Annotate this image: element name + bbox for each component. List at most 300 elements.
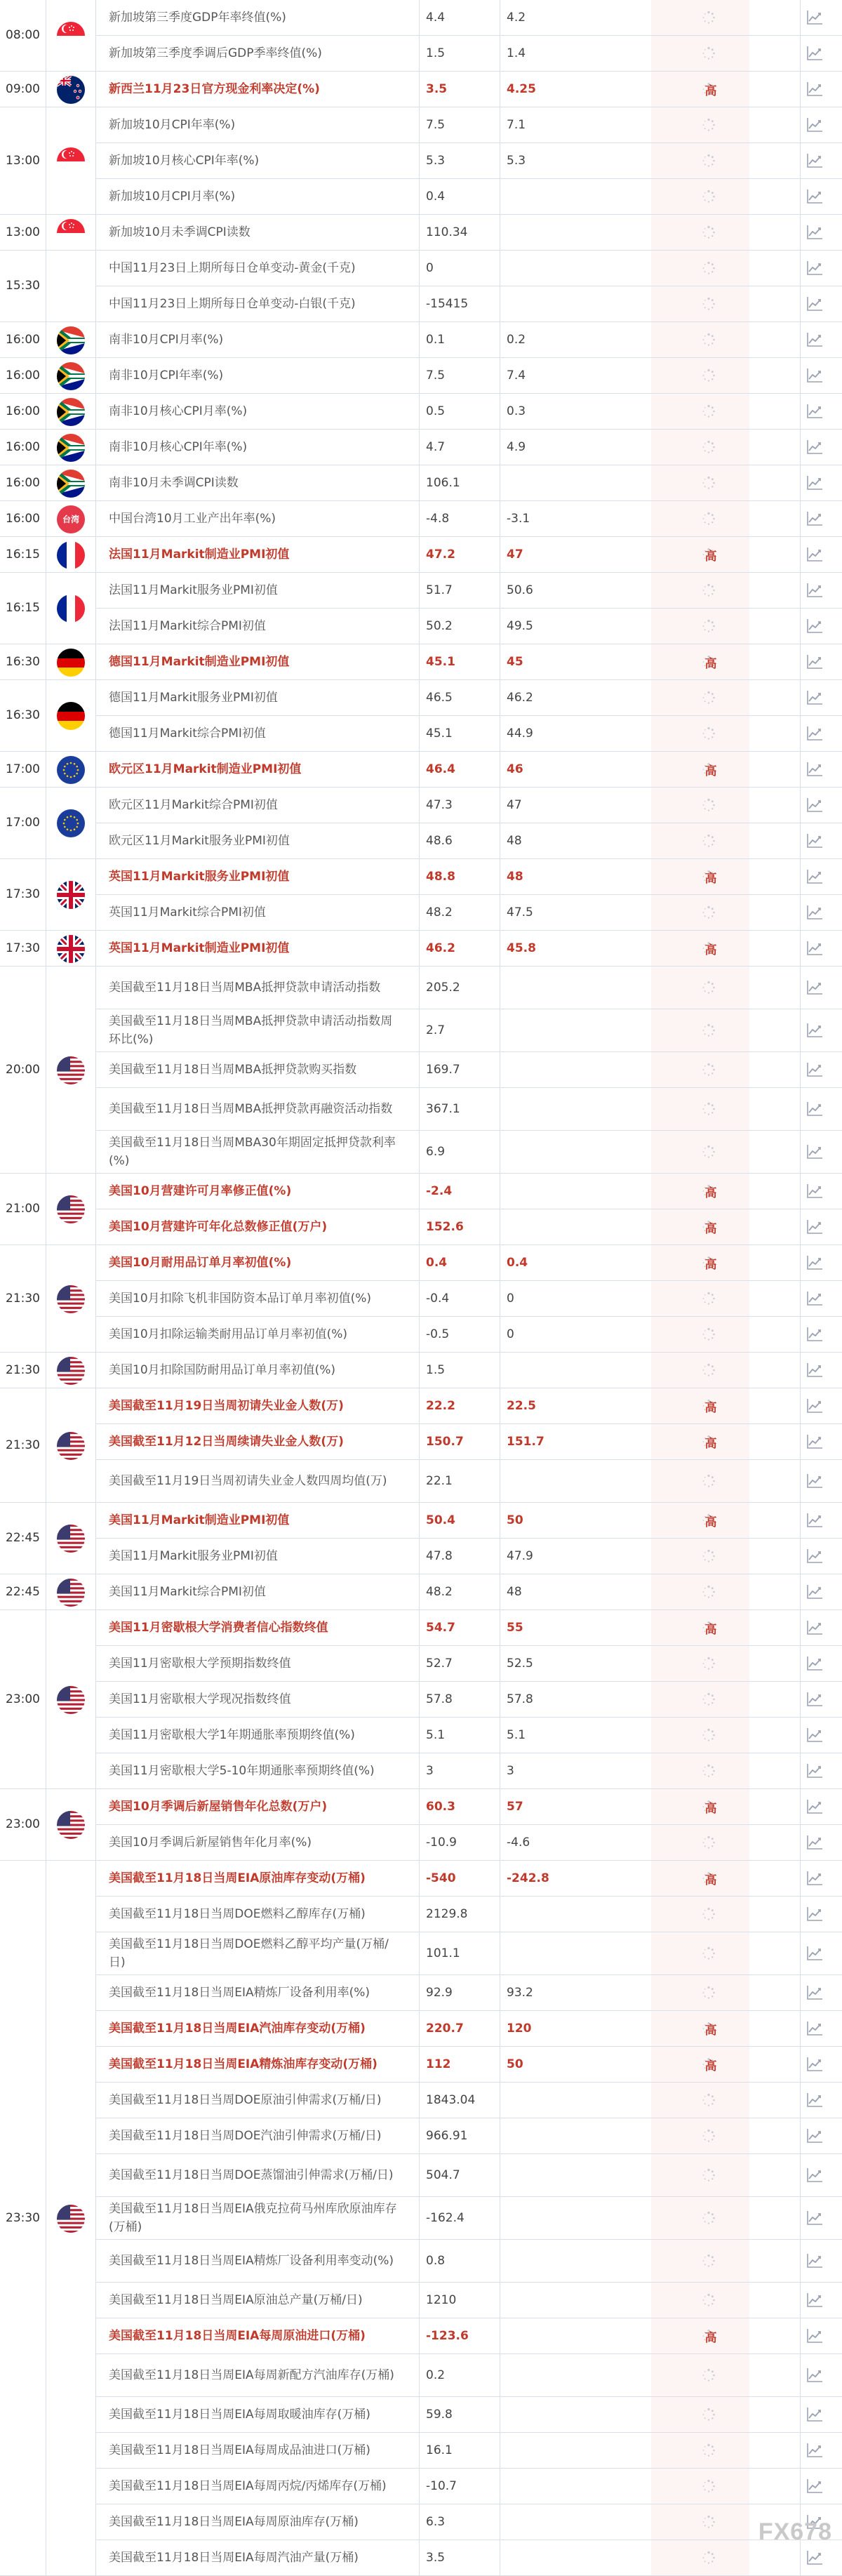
previous-value: 220.7 [426,2021,464,2036]
importance-level [658,322,763,357]
importance-level [658,2504,763,2540]
importance-level [658,1353,763,1388]
column-divider [800,609,801,644]
event-row [96,430,842,465]
indicator-name: 美国截至11月19日当周初请失业金人数(万) [109,1399,344,1413]
column-divider [800,179,801,215]
chart-icon[interactable] [806,762,823,777]
column-divider [419,537,420,573]
event-row [96,1209,842,1245]
chart-icon[interactable] [806,1144,823,1160]
previous-value: -123.6 [426,2329,469,2343]
country-flag-icon [57,1432,85,1460]
chart-icon[interactable] [806,833,823,849]
forecast-value: 22.5 [507,1399,536,1413]
chart-icon[interactable] [806,1656,823,1671]
importance-level [658,501,763,536]
chart-icon[interactable] [806,1727,823,1743]
event-time: 22:45 [6,1584,40,1599]
chart-icon[interactable] [806,1327,823,1342]
chart-icon[interactable] [806,1799,823,1814]
importance-level [658,1897,763,1932]
chart-icon[interactable] [806,1906,823,1922]
chart-icon[interactable] [806,654,823,670]
column-divider [800,107,801,143]
indicator-name: 新加坡10月CPI年率(%) [109,118,236,132]
event-time: 13:00 [6,225,40,239]
importance-level [658,1646,763,1681]
chart-icon[interactable] [806,1620,823,1635]
importance-level [658,1460,763,1502]
importance-level [658,1932,763,1974]
chart-icon[interactable] [806,511,823,526]
column-divider [419,2047,420,2083]
previous-value: 57.8 [426,1692,453,1706]
chart-icon[interactable] [806,2167,823,2183]
chart-icon[interactable] [806,1548,823,1564]
column-divider [800,823,801,859]
column-divider [419,644,420,680]
event-row [96,609,842,644]
importance-level: 高 [704,2023,717,2038]
importance-level [658,1317,763,1352]
fx678-watermark: FX678 [758,2518,832,2545]
importance-level [658,2354,763,2396]
chart-icon[interactable] [806,905,823,920]
event-time: 23:00 [6,1817,40,1831]
chart-icon[interactable] [806,2443,823,2458]
forecast-value: 50 [507,1513,523,1527]
country-flag-icon [57,595,85,623]
column-divider [419,2318,420,2354]
chart-icon[interactable] [806,1692,823,1707]
column-divider [800,644,801,680]
importance-level: 高 [704,943,717,957]
indicator-name: 南非10月核心CPI月率(%) [109,404,248,418]
previous-value: 45.1 [426,726,453,741]
column-divider [419,752,420,788]
event-row [96,1317,842,1353]
country-flag-icon [57,76,85,104]
column-divider [800,251,801,286]
previous-value: 5.1 [426,1728,446,1742]
country-flag-icon [57,756,85,784]
previous-value: 4.4 [426,11,446,25]
column-divider [800,895,801,931]
forecast-value: 5.3 [507,154,526,168]
importance-level [658,1052,763,1087]
previous-value: 54.7 [426,1621,455,1635]
event-row [96,1460,842,1503]
chart-icon[interactable] [806,2253,823,2269]
chart-icon[interactable] [806,1062,823,1077]
previous-value: -10.9 [426,1835,457,1850]
column-divider [419,1245,420,1281]
chart-icon[interactable] [806,2092,823,2108]
chart-icon[interactable] [806,1362,823,1378]
event-row [96,143,842,179]
chart-icon[interactable] [806,153,823,168]
chart-icon[interactable] [806,2550,823,2565]
forecast-value: 46 [507,762,523,776]
chart-icon[interactable] [806,10,823,25]
country-flag-icon [57,1579,85,1607]
chart-icon[interactable] [806,1584,823,1600]
chart-icon[interactable] [806,81,823,97]
previous-value: 60.3 [426,1800,455,1814]
column-divider [800,1610,801,1646]
column-divider [419,1460,420,1503]
chart-icon[interactable] [806,1946,823,1961]
chart-icon[interactable] [806,439,823,455]
chart-icon[interactable] [806,1871,823,1886]
event-time: 16:00 [6,475,40,490]
previous-value: 966.91 [426,2129,468,2143]
country-flag-icon [57,398,85,426]
previous-value: 4.7 [426,440,446,454]
column-divider [419,0,420,36]
event-time: 16:00 [6,404,40,418]
event-row [96,1646,842,1682]
chart-icon[interactable] [806,189,823,204]
forecast-value: 50.6 [507,583,533,597]
chart-icon[interactable] [806,296,823,312]
indicator-name: 法国11月Markit制造业PMI初值 [109,547,290,562]
forecast-value: 50 [507,2057,523,2071]
chart-icon[interactable] [806,1985,823,2000]
indicator-name: 美国11月密歇根大学1年期通胀率预期终值(%) [109,1728,355,1742]
importance-level: 高 [704,1873,717,1887]
indicator-name: 德国11月Markit综合PMI初值 [109,726,266,741]
previous-value: 0.1 [426,333,446,347]
chart-icon[interactable] [806,117,823,133]
importance-level [658,1682,763,1717]
forecast-value: 47.5 [507,905,533,919]
indicator-name: 美国截至11月18日当周MBA抵押贷款购买指数 [109,1063,357,1077]
importance-level [658,0,763,35]
forecast-value: 0.4 [507,1256,528,1270]
column-divider [800,680,801,716]
column-divider [419,2197,420,2240]
event-row [96,859,842,895]
column-divider [800,1646,801,1682]
column-divider [419,609,420,644]
event-row [96,1088,842,1131]
column-divider [419,1424,420,1460]
event-row [96,967,842,1009]
importance-level [658,609,763,644]
previous-value: 47.3 [426,798,453,812]
indicator-name: 新加坡10月CPI月率(%) [109,190,236,204]
forecast-value: 7.4 [507,369,526,383]
event-time: 16:00 [6,368,40,383]
chart-icon[interactable] [806,2292,823,2308]
event-row [96,322,842,358]
importance-level: 高 [704,1186,717,1200]
column-divider [419,1281,420,1317]
importance-level [658,2469,763,2504]
column-divider [419,573,420,609]
chart-icon[interactable] [806,404,823,419]
event-row [96,2283,842,2318]
previous-value: 112 [426,2057,451,2071]
event-row [96,179,842,215]
country-flag-icon [57,1195,85,1223]
event-time: 17:30 [6,941,40,955]
chart-icon[interactable] [806,46,823,61]
indicator-name: 美国截至11月18日当周EIA每周取暖油库存(万桶) [109,2408,370,2422]
column-divider [419,680,420,716]
event-row [96,895,842,931]
column-divider [419,2469,420,2504]
indicator-name: 美国10月扣除国防耐用品订单月率初值(%) [109,1363,336,1377]
column-divider [800,2240,801,2283]
column-divider [800,2397,801,2433]
column-divider [800,1052,801,1088]
indicator-name: 美国11月Markit制造业PMI初值 [109,1513,290,1527]
column-divider [419,286,420,322]
previous-value: 0.4 [426,190,446,204]
event-row [96,286,842,322]
column-divider [419,501,420,537]
forecast-value: 0 [507,1292,514,1306]
event-row [96,823,842,859]
indicator-name: 美国截至11月18日当周EIA每周原油进口(万桶) [109,2329,366,2343]
chart-icon[interactable] [806,1434,823,1449]
forecast-value: 47 [507,798,522,812]
column-divider [800,931,801,967]
event-time: 17:00 [6,762,40,776]
chart-icon[interactable] [806,332,823,347]
event-row [96,1539,842,1574]
column-divider [800,1281,801,1317]
chart-icon[interactable] [806,2210,823,2226]
column-divider [419,465,420,501]
chart-icon[interactable] [806,2328,823,2344]
column-divider [800,1088,801,1131]
event-row [96,2318,842,2354]
previous-value: 5.3 [426,154,446,168]
forecast-value: -3.1 [507,512,530,526]
importance-level: 高 [704,764,717,778]
event-row [96,2504,842,2540]
chart-icon[interactable] [806,1513,823,1528]
indicator-name: 美国截至11月18日当周EIA每周汽油产量(万桶) [109,2551,359,2565]
previous-value: 3.5 [426,82,448,96]
indicator-name: 美国截至11月18日当周EIA俄克拉荷马州库欣原油库存(万桶) [109,2202,397,2234]
previous-value: -15415 [426,297,469,311]
column-divider [800,1388,801,1424]
previous-value: 22.2 [426,1399,455,1413]
country-flag-icon [57,219,85,247]
column-divider [800,322,801,358]
previous-value: 1.5 [426,46,446,60]
column-divider [419,1718,420,1753]
column-divider [800,430,801,465]
chart-icon[interactable] [806,1023,823,1038]
previous-value: 59.8 [426,2408,453,2422]
column-divider [419,1009,420,1052]
column-divider [800,0,801,36]
forecast-value: 1.4 [507,46,526,60]
importance-level [658,2197,763,2239]
indicator-name: 美国11月密歇根大学5-10年期通胀率预期终值(%) [109,1764,375,1778]
importance-level [658,2154,763,2196]
column-divider [419,716,420,752]
column-divider [800,358,801,394]
column-divider [419,2154,420,2197]
column-divider [419,1353,420,1388]
event-row [96,1574,842,1610]
country-flag-icon [57,1686,85,1714]
column-divider [419,430,420,465]
chart-icon[interactable] [806,2407,823,2422]
event-row [96,752,842,788]
chart-icon[interactable] [806,1255,823,1270]
indicator-name: 美国11月Markit综合PMI初值 [109,1585,266,1599]
previous-value: 46.2 [426,941,455,955]
column-divider [800,465,801,501]
indicator-name: 美国截至11月12日当周续请失业金人数(万) [109,1435,344,1449]
column-divider [800,1245,801,1281]
chart-icon[interactable] [806,2368,823,2383]
indicator-name: 英国11月Markit服务业PMI初值 [109,870,290,884]
indicator-name: 美国11月密歇根大学消费者信心指数终值 [109,1621,328,1635]
column-divider [419,2433,420,2469]
column-divider [800,1424,801,1460]
chart-icon[interactable] [806,1763,823,1779]
column-divider [800,1753,801,1789]
column-divider [419,358,420,394]
chart-icon[interactable] [806,726,823,741]
event-row [96,107,842,143]
indicator-name: 新加坡10月未季调CPI读数 [109,225,250,239]
previous-value: 46.4 [426,762,455,776]
previous-value: 52.7 [426,1657,453,1671]
event-row [96,644,842,680]
event-row [96,394,842,430]
forecast-value: 93.2 [507,1986,533,2000]
importance-level: 高 [704,1515,717,1529]
indicator-name: 美国截至11月18日当周DOE燃料乙醇平均产量(万桶/日) [109,1937,389,1970]
previous-value: 152.6 [426,1220,464,1234]
indicator-name: 美国10月营建许可月率修正值(%) [109,1184,292,1198]
chart-icon[interactable] [806,1398,823,1414]
chart-icon[interactable] [806,225,823,240]
chart-icon[interactable] [806,368,823,383]
forecast-value: 52.5 [507,1657,533,1671]
previous-value: 48.8 [426,870,455,884]
event-time: 16:00 [6,332,40,347]
previous-value: 46.5 [426,691,453,705]
previous-value: 1.5 [426,1363,446,1377]
previous-value: 2.7 [426,1023,446,1037]
forecast-value: 48 [507,1585,522,1599]
forecast-value: 4.25 [507,82,536,96]
previous-value: 0.4 [426,1256,448,1270]
column-divider [419,143,420,179]
forecast-value: -242.8 [507,1871,549,1885]
event-row [96,2397,842,2433]
chart-icon[interactable] [806,690,823,705]
chart-icon[interactable] [806,1101,823,1117]
country-flag-icon [57,881,85,909]
event-row [96,1789,842,1825]
country-flag-icon [57,809,85,837]
previous-value: 3 [426,1764,434,1778]
chart-icon[interactable] [806,1835,823,1850]
event-row [96,1353,842,1388]
chart-icon[interactable] [806,547,823,562]
forecast-value: -4.6 [507,1835,530,1850]
importance-level [658,215,763,250]
chart-icon[interactable] [806,475,823,491]
event-row [96,716,842,752]
event-time: 22:45 [6,1531,40,1545]
event-row [96,1682,842,1718]
event-row [96,2154,842,2197]
indicator-name: 德国11月Markit服务业PMI初值 [109,691,278,705]
previous-value: -0.5 [426,1327,450,1341]
chart-icon[interactable] [806,1183,823,1199]
chart-icon[interactable] [806,260,823,276]
chart-icon[interactable] [806,1291,823,1306]
forecast-value: 5.1 [507,1728,526,1742]
chart-icon[interactable] [806,583,823,598]
forecast-value: 0.2 [507,333,526,347]
forecast-value: 4.9 [507,440,526,454]
chart-icon[interactable] [806,618,823,634]
chart-icon[interactable] [806,1473,823,1489]
indicator-name: 南非10月CPI年率(%) [109,369,224,383]
column-divider [419,1131,420,1174]
column-divider [800,1574,801,1610]
indicator-name: 美国截至11月18日当周DOE蒸馏油引伸需求(万桶/日) [109,2168,394,2182]
column-divider [800,1539,801,1574]
importance-level [658,179,763,214]
chart-icon[interactable] [806,797,823,813]
country-flag-icon [57,541,85,569]
importance-level [658,465,763,500]
previous-value: 50.2 [426,619,453,633]
column-divider [419,36,420,72]
chart-icon[interactable] [806,2021,823,2036]
event-row [96,2011,842,2047]
column-divider [800,36,801,72]
previous-value: 0.8 [426,2254,446,2268]
event-row [96,2240,842,2283]
importance-level: 高 [704,1400,717,1415]
indicator-name: 南非10月核心CPI年率(%) [109,440,248,454]
chart-icon[interactable] [806,1219,823,1235]
chart-icon[interactable] [806,941,823,956]
chart-icon[interactable] [806,2057,823,2072]
event-time: 21:30 [6,1362,40,1377]
event-row [96,2354,842,2397]
chart-icon[interactable] [806,2128,823,2144]
chart-icon[interactable] [806,2478,823,2494]
previous-value: 205.2 [426,981,460,995]
forecast-value: 45.8 [507,941,536,955]
chart-icon[interactable] [806,869,823,884]
importance-level [658,788,763,823]
previous-value: 51.7 [426,583,453,597]
previous-value: 22.1 [426,1474,453,1488]
importance-level [658,2283,763,2318]
importance-level: 高 [704,1257,717,1272]
chart-icon[interactable] [806,980,823,995]
event-time: 08:00 [6,28,40,42]
